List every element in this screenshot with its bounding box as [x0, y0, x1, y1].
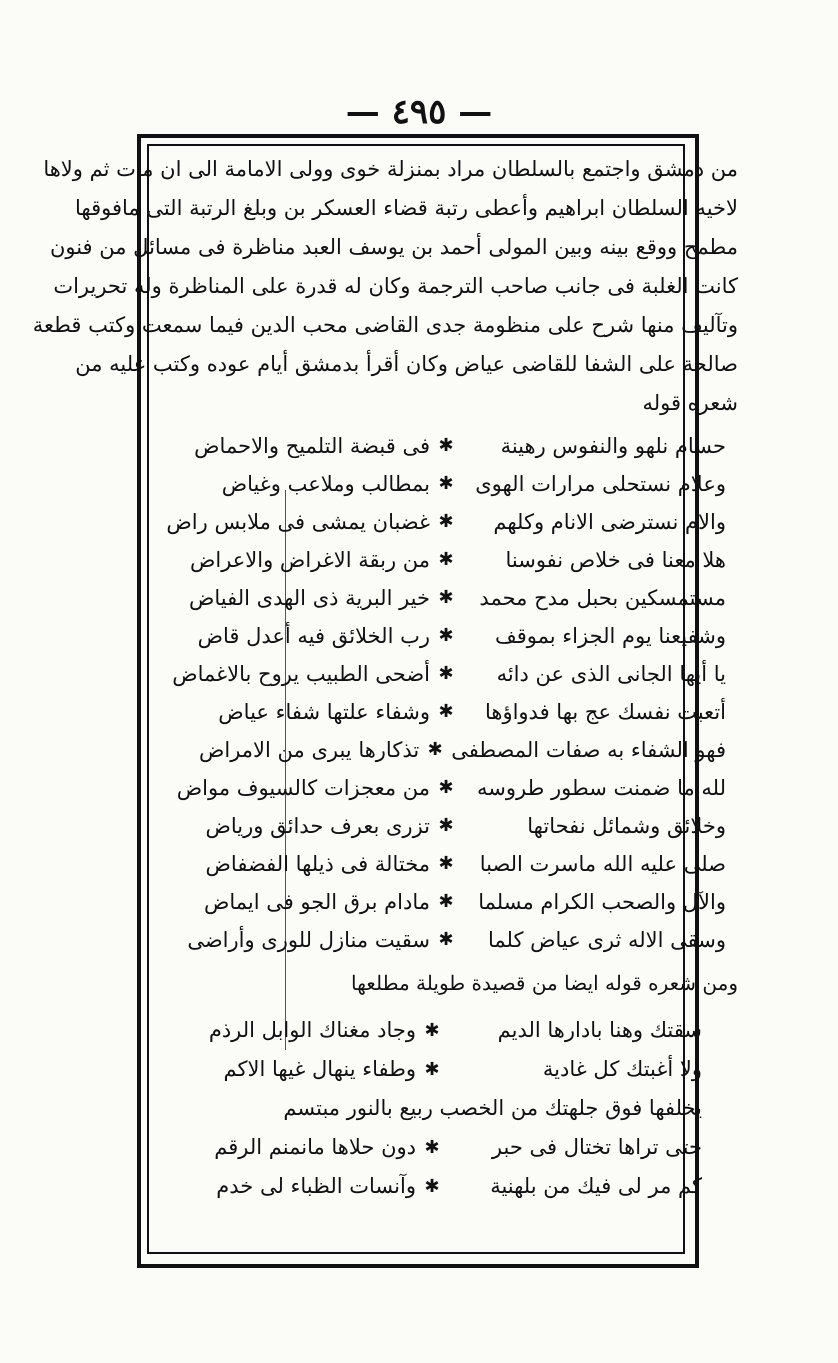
verse: [162, 1167, 702, 1206]
hemistich-second: أضحى الطبيب يروح بالاغماض: [172, 662, 430, 686]
verse: [166, 427, 726, 465]
verse: [166, 579, 726, 617]
verse: [166, 807, 726, 845]
star-separator-icon: ✱: [438, 587, 454, 608]
prose-block: [32, 150, 738, 423]
verse: [166, 693, 726, 731]
hemistich-first: صلى عليه الله ماسرت الصبا: [479, 852, 726, 876]
hemistich-first: مستمسكين بحبل مدح محمد: [479, 586, 726, 610]
star-separator-icon: ✱: [424, 1176, 440, 1197]
hemistich-second: رب الخلائق فيه أعدل قاض: [197, 624, 430, 648]
star-separator-icon: ✱: [438, 625, 454, 646]
verse: [162, 1089, 702, 1128]
hemistich-second: من ربقة الاغراض والاعراض: [189, 548, 430, 572]
star-separator-icon: ✱: [424, 1137, 440, 1158]
verse: [162, 1128, 702, 1167]
star-separator-icon: ✱: [438, 853, 454, 874]
hemistich-second: وطفاء ينهال غيها الاكم: [223, 1057, 416, 1081]
hemistich-first: أتعبت نفسك عج بها فدواؤها: [484, 700, 726, 724]
verse: [166, 845, 726, 883]
star-separator-icon: ✱: [438, 473, 454, 494]
star-separator-icon: ✱: [438, 891, 454, 912]
hemistich-second: فى قبضة التلميح والاحماض: [194, 434, 430, 458]
hemistich-second: مختالة فى ذيلها الفضفاض: [205, 852, 430, 876]
verse: [166, 503, 726, 541]
verse: [166, 921, 726, 959]
star-separator-icon: ✱: [424, 1059, 440, 1080]
verse: [162, 1050, 702, 1089]
page-number: — ٤٩٥ —: [345, 92, 493, 132]
hemistich-second: دون حلاها مانمنم الرقم: [214, 1135, 416, 1159]
hemistich-first: كم مر لى فيك من بلهنية: [490, 1174, 702, 1198]
star-separator-icon: ✱: [427, 739, 443, 760]
hemistich-second: سقيت منازل للورى وأراضى: [187, 928, 430, 952]
prose-line: كانت الغلبة فى جانب صاحب الترجمة وكان له قدرة على المناظرة وله تحريرات: [53, 274, 738, 298]
hemistich-second: غضبان يمشى فى ملابس راض: [166, 510, 430, 534]
hemistich-first: حتى تراها تختال فى حبر: [491, 1135, 702, 1159]
hemistich-first: والام نسترضى الانام وكلهم: [493, 510, 726, 534]
hemistich-second: تزرى بعرف حدائق ورياض: [205, 814, 430, 838]
star-separator-icon: ✱: [438, 663, 454, 684]
verse: [166, 769, 726, 807]
prose-line: لاخيه السلطان ابراهيم وأعطى رتبة قضاء العسكر بن وبلغ الرتبة التى مافوقها: [75, 196, 738, 220]
page-content: [32, 150, 738, 1245]
prose-line: صالحة على الشفا للقاضى عياض وكان أقرأ بدمشق أيام عوده وكتب عليه من: [75, 352, 738, 376]
star-separator-icon: ✱: [438, 777, 454, 798]
hemistich-second: بمطالب وملاعب وغياض: [221, 472, 430, 496]
prose-line: شعره قوله: [642, 391, 738, 415]
hemistich-second: خير البرية ذى الهدى الفياض: [188, 586, 430, 610]
hemistich-second: تذكارها يبرى من الامراض: [198, 738, 420, 762]
hemistich-first: سقتك وهنا بادارها الديم: [497, 1018, 702, 1042]
star-separator-icon: ✱: [438, 815, 454, 836]
prose-line: من دمشق واجتمع بالسلطان مراد بمنزلة خوى وولى الامامة الى ان مات ثم ولاها: [43, 157, 738, 181]
star-separator-icon: ✱: [438, 701, 454, 722]
hemistich-second: مادام برق الجو فى ايماض: [203, 890, 430, 914]
prose-line: مطمح ووقع بينه وبين المولى أحمد بن يوسف العبد مناظرة فى مسائل من فنون: [49, 235, 738, 259]
hemistich-first: وسقى الاله ثرى عياض كلما: [487, 928, 726, 952]
star-separator-icon: ✱: [438, 549, 454, 570]
verse: [166, 655, 726, 693]
poem-two: [160, 1011, 738, 1206]
hemistich-second: من معجزات كالسيوف مواض: [176, 776, 430, 800]
star-separator-icon: ✱: [438, 435, 454, 456]
star-separator-icon: ✱: [424, 1020, 440, 1041]
hemistich-first: وخلائق وشمائل نفحاتها: [527, 814, 726, 838]
hemistich-first: حسام نلهو والنفوس رهينة: [500, 434, 726, 458]
hemistich-first: فهو الشفاء به صفات المصطفى: [451, 738, 726, 762]
prose-line: وتآليف منها شرح على منظومة جدى القاضى محب الدين فيما سمعت وكتب قطعة: [32, 313, 738, 337]
hemistich-first: وشفيعنا يوم الجزاء بموقف: [495, 624, 726, 648]
hemistich-second: وجاد مغناك الوابل الرذم: [208, 1018, 416, 1042]
hemistich-first: والآل والصحب الكرام مسلما: [478, 890, 726, 914]
hemistich-first: لله ما ضمنت سطور طروسه: [477, 776, 726, 800]
poem-one: [160, 427, 738, 959]
hemistich-first: يا أيها الجانى الذى عن دائه: [496, 662, 726, 686]
hemistich-full: يخلفها فوق جلهتك من الخصب ربيع بالنور مبتسم: [283, 1096, 702, 1120]
hemistich-first: وعلام نستحلى مرارات الهوى: [475, 472, 726, 496]
verse: [166, 883, 726, 921]
hemistich-second: وآنسات الظباء لى خدم: [216, 1174, 416, 1198]
hemistich-first: ولا أغبتك كل غادية: [542, 1057, 702, 1081]
star-separator-icon: ✱: [438, 929, 454, 950]
verse: [162, 1011, 702, 1050]
verse: [166, 617, 726, 655]
verse: [166, 465, 726, 503]
hemistich-first: هلا معنا فى خلاص نفوسنا: [505, 548, 726, 572]
poem-intro: ومن شعره قوله ايضا من قصيدة طويلة مطلعها: [350, 971, 738, 995]
hemistich-second: وشفاء علتها شفاء عياض: [218, 700, 430, 724]
verse: [166, 541, 726, 579]
verse: [166, 731, 726, 769]
star-separator-icon: ✱: [438, 511, 454, 532]
